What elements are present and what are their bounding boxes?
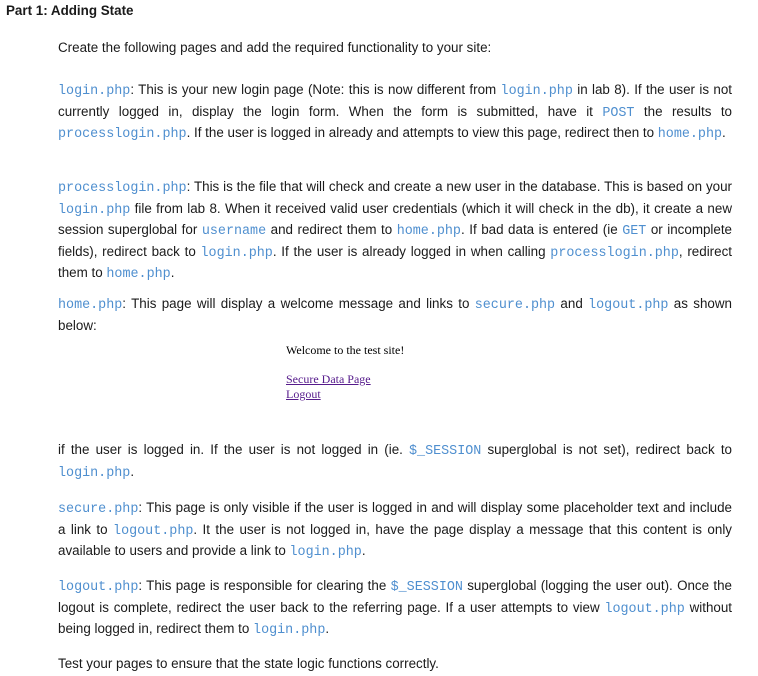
code-term: home.php: [58, 298, 123, 313]
code-term: secure.php: [474, 298, 556, 313]
code-term: POST: [602, 105, 635, 121]
welcome-message: Welcome to the test site!: [286, 343, 405, 357]
paragraph-text: superglobal is not set), redirect back to: [481, 442, 732, 457]
code-term: home.php: [657, 127, 723, 142]
paragraph-text: : This is your new login page (Note: this is now different from: [130, 82, 501, 97]
paragraph-text: . If the user is already logged in when calling: [272, 243, 551, 259]
code-term: processlogin.php: [58, 127, 187, 142]
intro-text: Create the following pages and add the required functionality to your site:: [58, 40, 492, 55]
paragraph-text: : This page will display a welcome message and links to: [122, 296, 475, 311]
code-term: logout.php: [604, 601, 685, 617]
example-links: [286, 372, 404, 402]
paragraph-text: .: [130, 463, 135, 479]
code-term: home.php: [396, 224, 461, 239]
paragraph-text: .: [361, 543, 366, 558]
code-term: $_SESSION: [409, 444, 482, 459]
secure-php-paragraph: [58, 498, 732, 563]
paragraph-text: . If the user is logged in already and attempts to view this page, redirect then to: [186, 125, 658, 140]
paragraph-text: .: [170, 265, 175, 280]
paragraph-text: file from lab 8. When it received valid user credentials (which it will check in the db), it create a new session superglobal for: [58, 200, 732, 237]
code-term: $_SESSION: [390, 580, 463, 595]
paragraph-text: : This is the file that will check and create a new user in the database. This is based on your: [186, 179, 732, 194]
code-term: login.php: [58, 465, 131, 481]
section-heading: Part 1: Adding State: [6, 3, 134, 18]
code-term: login.php: [289, 545, 362, 560]
code-term: username: [201, 224, 267, 239]
home-page-example: [286, 343, 404, 402]
paragraph-text: .: [325, 621, 330, 636]
code-term: login.php: [200, 245, 273, 261]
code-term: login.php: [500, 84, 573, 99]
code-term: processlogin.php: [550, 245, 679, 261]
paragraph-text: without being logged in, redirect them to: [58, 599, 733, 636]
paragraph-text: superglobal (logging the user out). Once the logout is complete, redirect the user back to the referring page. If a user attempts to view: [58, 578, 732, 615]
code-term: logout.php: [58, 580, 139, 595]
secure-data-page-link[interactable]: Secure Data Page: [286, 372, 371, 386]
code-term: logout.php: [588, 298, 669, 313]
paragraph-text: or incomplete fields), redirect back to: [58, 222, 733, 259]
code-term: GET: [622, 224, 647, 239]
paragraph-text: as shown below:: [58, 296, 732, 333]
paragraph-text: : This page is responsible for clearing the: [138, 578, 391, 593]
code-term: logout.php: [113, 523, 194, 539]
paragraph-text: and: [555, 296, 589, 311]
code-term: processlogin.php: [58, 181, 187, 196]
paragraph-text: , redirect them to: [58, 243, 732, 280]
paragraph-text: if the user is logged in. If the user is not logged in (ie.: [58, 442, 409, 457]
logout-php-paragraph: [58, 576, 732, 641]
paragraph-text: . If bad data is entered (ie: [460, 222, 623, 237]
paragraph-text: : This page is only visible if the user is logged in and will display some placeholder text and include a link to: [58, 500, 732, 537]
closing-text: Test your pages to ensure that the state logic functions correctly.: [58, 656, 439, 671]
paragraph-text: . It the user is not logged in, have the page display a message that this content is only available to users and provide a link to: [58, 521, 732, 558]
paragraph-text: the results to: [634, 103, 732, 119]
login-php-paragraph: [58, 80, 732, 145]
code-term: login.php: [58, 202, 131, 218]
paragraph-text: in lab 8). If the user is not currently logged in, display the login form. When the form is submitted, have it: [58, 82, 732, 119]
home-php-paragraph: [58, 294, 732, 335]
code-term: login.php: [58, 84, 131, 99]
code-term: home.php: [106, 267, 171, 282]
processlogin-php-paragraph: [58, 177, 732, 285]
paragraph-text: and redirect them to: [266, 222, 397, 237]
not-logged-in-paragraph: [58, 440, 732, 483]
logout-link[interactable]: Logout: [286, 387, 321, 401]
code-term: secure.php: [58, 502, 139, 517]
code-term: login.php: [253, 623, 326, 638]
paragraph-text: .: [722, 125, 726, 140]
